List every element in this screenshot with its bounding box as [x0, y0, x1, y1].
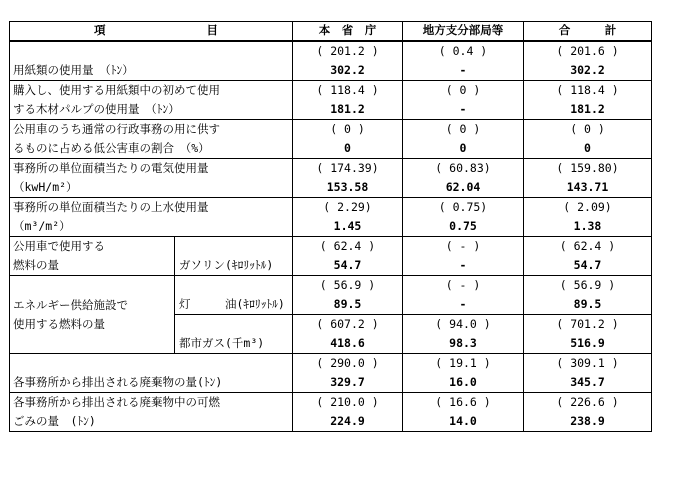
table-row: [10, 237, 652, 276]
table-row: [10, 41, 652, 81]
local-cell: ( 0 ) 0: [403, 120, 524, 159]
table-row: [10, 393, 652, 432]
row-label: 事務所の単位面積当たりの電気使用量 （kwH/m²）: [10, 159, 293, 198]
total-cell: ( 159.80) 143.71: [524, 159, 652, 198]
header-item: [10, 22, 293, 42]
header-local: 地方支分部局等: [403, 22, 524, 42]
local-cell: ( 60.83) 62.04: [403, 159, 524, 198]
row-label: 公用車のうち通常の行政事務の用に供す るものに占める低公害車の割合 （%）: [10, 120, 293, 159]
hq-cell: ( 56.9 ) 89.5: [293, 276, 403, 315]
total-cell: ( 309.1 ) 345.7: [524, 354, 652, 393]
hq-cell: ( 210.0 ) 224.9: [293, 393, 403, 432]
gasoline-label: ガソリン(ｷﾛﾘｯﾄﾙ): [175, 237, 293, 276]
energy-facility-fuel-label: エネルギー供給施設で 使用する燃料の量: [10, 276, 175, 354]
table-row: [10, 198, 652, 237]
table-row: [10, 159, 652, 198]
hq-cell: ( 62.4 ) 54.7: [293, 237, 403, 276]
header-total: 合 計: [524, 22, 652, 42]
total-cell: ( 701.2 ) 516.9: [524, 315, 652, 354]
table-row: [10, 276, 652, 315]
local-cell: ( 0 ) -: [403, 81, 524, 120]
hq-cell: ( 118.4 ) 181.2: [293, 81, 403, 120]
table-row: [10, 81, 652, 120]
total-cell: ( 118.4 ) 181.2: [524, 81, 652, 120]
header-item-char-1: 項: [94, 23, 106, 38]
total-cell: ( 2.09) 1.38: [524, 198, 652, 237]
local-cell: ( 19.1 ) 16.0: [403, 354, 524, 393]
header-item-char-2: 目: [206, 23, 218, 38]
local-cell: ( 0.4 ) -: [403, 41, 524, 81]
row-label: 事務所の単位面積当たりの上水使用量 （m³/m²）: [10, 198, 293, 237]
header-row: [10, 22, 652, 42]
environment-statistics-table-wrapper: [9, 21, 652, 432]
local-cell: ( 16.6 ) 14.0: [403, 393, 524, 432]
row-label: 各事務所から排出される廃棄物の量(ﾄﾝ): [10, 354, 293, 393]
total-cell: ( 201.6 ) 302.2: [524, 41, 652, 81]
environment-statistics-table: [9, 21, 652, 432]
table-row: [10, 354, 652, 393]
total-cell: ( 62.4 ) 54.7: [524, 237, 652, 276]
hq-cell: ( 201.2 ) 302.2: [293, 41, 403, 81]
row-label: 購入し、使用する用紙類中の初めて使用 する木材パルプの使用量 （ﾄﾝ）: [10, 81, 293, 120]
local-cell: ( - ) -: [403, 237, 524, 276]
hq-cell: ( 290.0 ) 329.7: [293, 354, 403, 393]
hq-cell: ( 607.2 ) 418.6: [293, 315, 403, 354]
total-cell: ( 226.6 ) 238.9: [524, 393, 652, 432]
row-label: 用紙類の使用量 （ﾄﾝ）: [10, 41, 293, 81]
local-cell: ( 0.75) 0.75: [403, 198, 524, 237]
table-row: [10, 120, 652, 159]
hq-cell: ( 2.29) 1.45: [293, 198, 403, 237]
total-cell: ( 56.9 ) 89.5: [524, 276, 652, 315]
header-hq: 本 省 庁: [293, 22, 403, 42]
kerosene-label: 灯 油(ｷﾛﾘｯﾄﾙ): [175, 276, 293, 315]
row-label: 各事務所から排出される廃棄物中の可燃 ごみの量 (ﾄﾝ): [10, 393, 293, 432]
total-cell: ( 0 ) 0: [524, 120, 652, 159]
local-cell: ( - ) -: [403, 276, 524, 315]
hq-cell: ( 0 ) 0: [293, 120, 403, 159]
hq-cell: ( 174.39) 153.58: [293, 159, 403, 198]
vehicle-fuel-label: 公用車で使用する 燃料の量: [10, 237, 175, 276]
city-gas-label: 都市ガス(千m³): [175, 315, 293, 354]
local-cell: ( 94.0 ) 98.3: [403, 315, 524, 354]
